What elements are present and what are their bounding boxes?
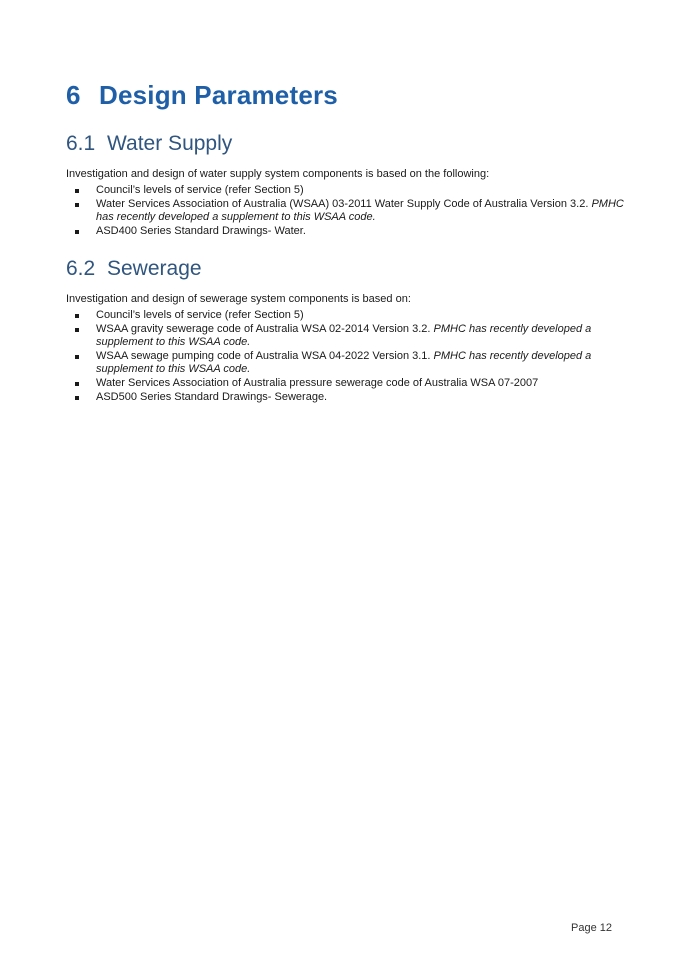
square-bullet-icon	[75, 382, 79, 386]
section-water-supply	[66, 132, 626, 239]
list-item-text: ASD500 Series Standard Drawings- Sewerage.	[96, 391, 328, 403]
square-bullet-icon	[75, 396, 79, 400]
list-item-text: Water Services Association of Australia pressure sewerage code of Australia WSA 07-2007	[96, 377, 539, 389]
square-bullet-icon	[75, 328, 79, 332]
list-item	[66, 225, 626, 238]
list-item-text: WSAA gravity sewerage code of Australia WSA 02-2014 Version 3.2.	[96, 323, 434, 335]
section-title: Sewerage	[107, 257, 202, 280]
square-bullet-icon	[75, 355, 79, 359]
list-item	[66, 391, 626, 404]
section-intro: Investigation and design of water supply system components is based on the following:	[66, 168, 490, 180]
list-item	[66, 323, 626, 349]
list-item	[66, 350, 626, 376]
section-heading-water-supply	[66, 132, 626, 156]
chapter-number: 6	[66, 80, 81, 110]
square-bullet-icon	[75, 189, 79, 193]
square-bullet-icon	[75, 230, 79, 234]
chapter-title: Design Parameters	[99, 80, 338, 110]
bullet-list-water-supply	[66, 184, 626, 238]
section-intro: Investigation and design of sewerage system components is based on:	[66, 293, 411, 305]
list-item	[66, 184, 626, 197]
bullet-list-sewerage	[66, 309, 626, 404]
list-item-text: Council’s levels of service (refer Section 5)	[96, 184, 304, 196]
list-item-note: PMHC has recently developed a supplement to this WSAA code.	[96, 198, 624, 223]
list-item	[66, 377, 626, 390]
section-number: 6.2	[66, 257, 96, 280]
list-item-note: PMHC has recently developed a supplement to this WSAA code.	[96, 323, 592, 348]
list-item-text: Water Services Association of Australia (WSAA) 03-2011 Water Supply Code of Australia Version 3.2.	[96, 198, 592, 210]
page-number: Page 12	[571, 922, 612, 934]
list-item-text: WSAA sewage pumping code of Australia WSA 04-2022 Version 3.1.	[96, 350, 434, 362]
list-item-text: ASD400 Series Standard Drawings- Water.	[96, 225, 306, 237]
list-item	[66, 309, 626, 322]
square-bullet-icon	[75, 314, 79, 318]
list-item	[66, 198, 626, 224]
section-number: 6.1	[66, 132, 96, 155]
square-bullet-icon	[75, 203, 79, 207]
list-item-text: Council’s levels of service (refer Section 5)	[96, 309, 304, 321]
list-item-note: PMHC has recently developed a supplement to this WSAA code.	[96, 350, 592, 375]
chapter-heading	[66, 80, 338, 111]
section-heading-sewerage	[66, 257, 626, 281]
section-title: Water Supply	[107, 132, 233, 155]
section-sewerage	[66, 257, 626, 405]
